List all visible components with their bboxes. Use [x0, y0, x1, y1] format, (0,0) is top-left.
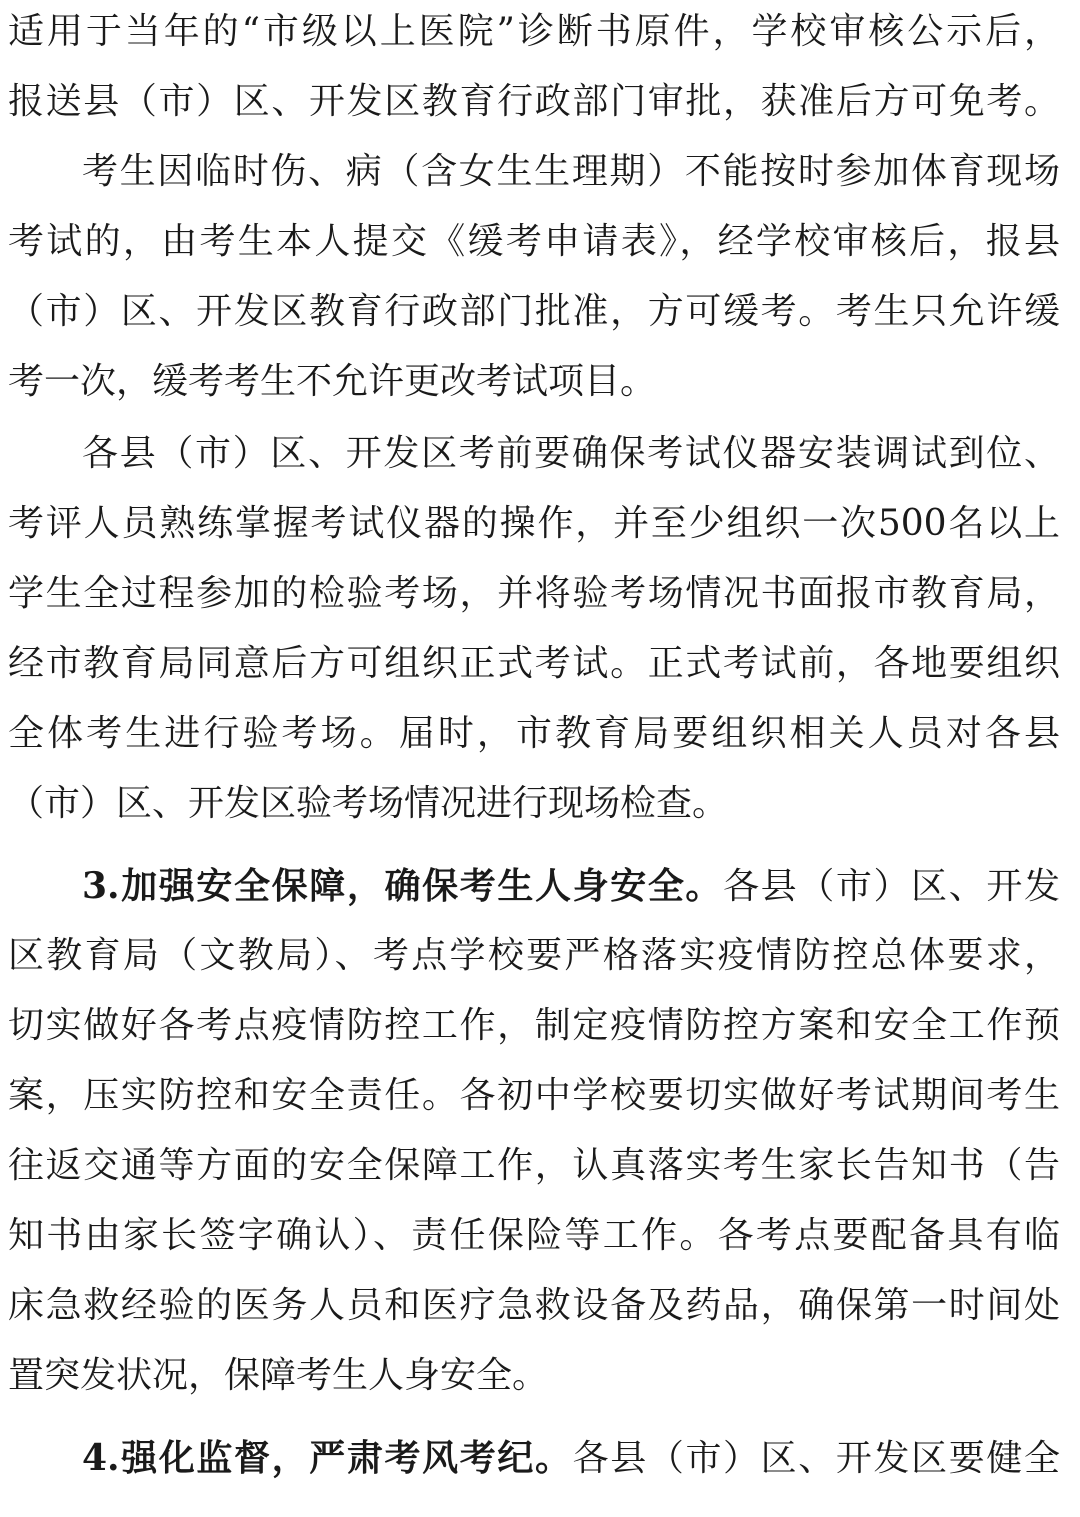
paragraph-first-line: 各县（市）区、开发区考前要确保考试仪器安装调试到位、 — [82, 433, 1060, 474]
paragraph-line: 切实做好各考点疫情防控工作，制定疫情防控方案和安全工作预 — [8, 1005, 1060, 1046]
paragraph-line: 考试的，由考生本人提交《缓考申请表》，经学校审核后，报县 — [8, 221, 1060, 262]
paragraph-line: 床急救经验的医务人员和医疗急救设备及药品，确保第一时间处 — [8, 1285, 1060, 1326]
paragraph-line: 案，压实防控和安全责任。各初中学校要切实做好考试期间考生 — [8, 1075, 1060, 1116]
paragraph-line: 考评人员熟练掌握考试仪器的操作，并至少组织一次500名以上 — [8, 503, 1060, 544]
paragraph-line: 经市教育局同意后方可组织正式考试。正式考试前，各地要组织 — [8, 643, 1060, 684]
paragraph-line: 知书由家长签字确认）、责任保险等工作。各考点要配备具有临 — [8, 1215, 1060, 1256]
section-4-text: 各县（市）区、开发区要健全 — [572, 1438, 1060, 1479]
section-3-first-line — [82, 856, 1060, 916]
section-4-first-line — [82, 1428, 1060, 1488]
section-4-heading: 4.强化监督，严肃考风考纪。 — [82, 1437, 573, 1479]
paragraph-line: 区教育局（文教局）、考点学校要严格落实疫情防控总体要求， — [8, 935, 1060, 976]
paragraph-last-line: 考一次，缓考考生不允许更改考试项目。 — [8, 361, 657, 402]
paragraph-last-line: 置突发状况，保障考生人身安全。 — [8, 1355, 549, 1396]
paragraph-line: （市）区、开发区教育行政部门批准，方可缓考。考生只允许缓 — [8, 291, 1060, 332]
section-3-heading: 3.加强安全保障，确保考生人身安全。 — [82, 865, 724, 907]
paragraph-line: 报送县（市）区、开发区教育行政部门审批，获准后方可免考。 — [8, 81, 1060, 122]
paragraph-line: 学生全过程参加的检验考场，并将验考场情况书面报市教育局， — [8, 573, 1060, 614]
paragraph-line: 往返交通等方面的安全保障工作，认真落实考生家长告知书（告 — [8, 1145, 1060, 1186]
paragraph-last-line: （市）区、开发区验考场情况进行现场检查。 — [8, 783, 729, 824]
paragraph-line: 全体考生进行验考场。届时，市教育局要组织相关人员对各县 — [8, 713, 1060, 754]
paragraph-line: 适用于当年的“市级以上医院”诊断书原件，学校审核公示后， — [8, 11, 1060, 52]
section-3-text: 各县（市）区、开发 — [723, 866, 1060, 907]
paragraph-first-line: 考生因临时伤、病（含女生生理期）不能按时参加体育现场 — [82, 151, 1060, 192]
